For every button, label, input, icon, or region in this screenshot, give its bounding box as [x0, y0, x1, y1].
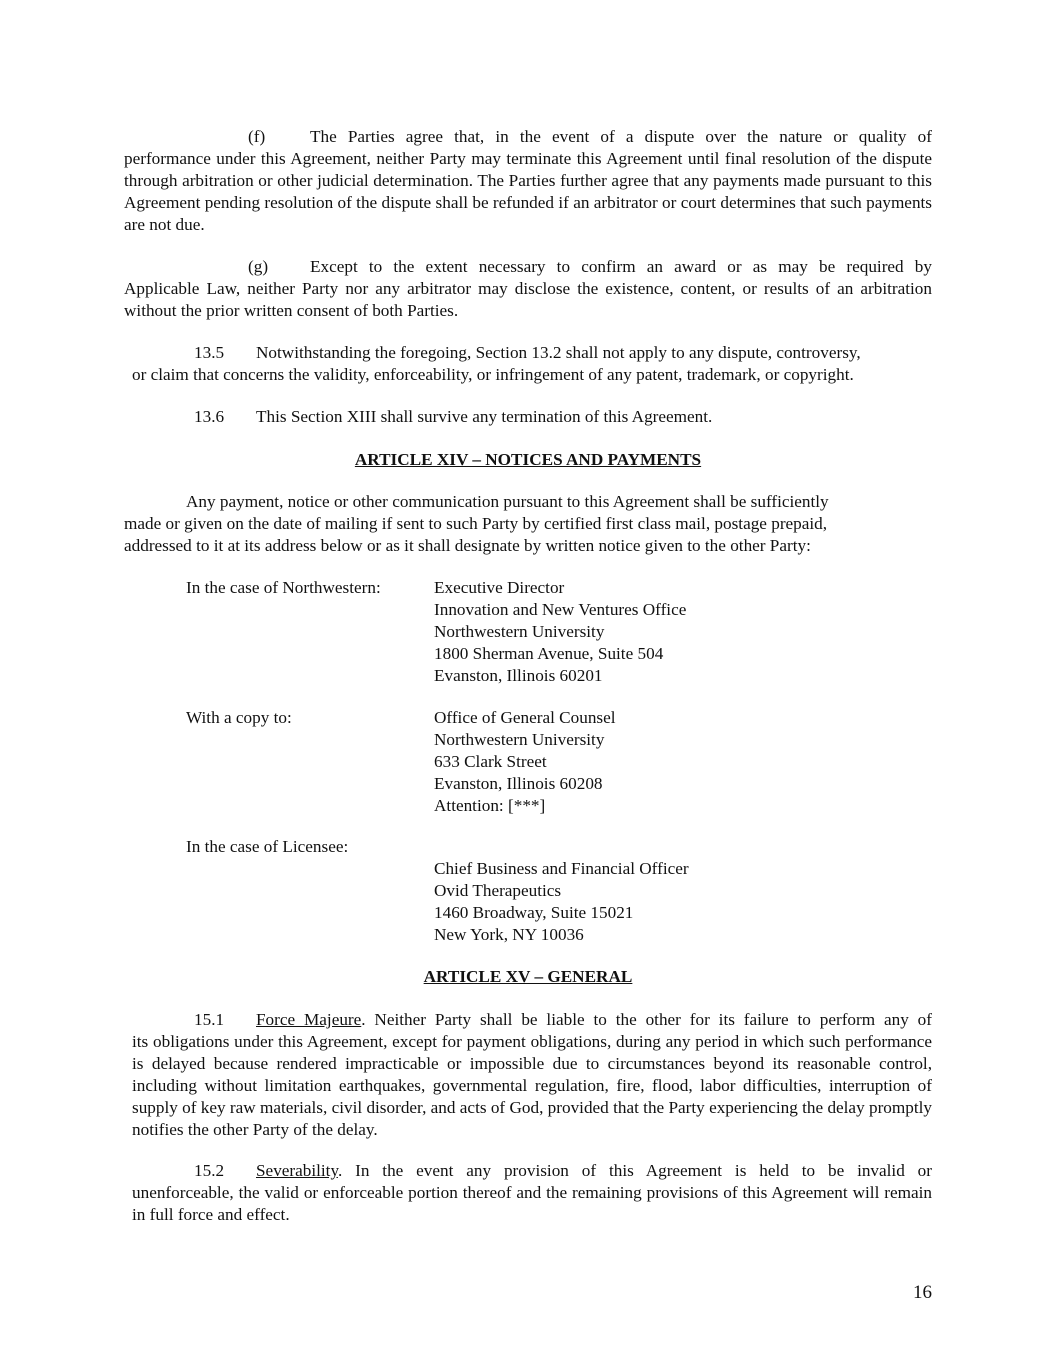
copy-to-address: [434, 707, 616, 817]
address-line: Evanston, Illinois 60208: [434, 774, 603, 793]
section-title: Force Majeure: [256, 1010, 362, 1029]
clause-body: Applicable Law, neither Party nor any arbitrator may disclose the existence, content, or results of an arbitration without the prior written consent of both Parties.: [124, 279, 932, 320]
section-number: 15.1: [194, 1010, 225, 1029]
address-line: New York, NY 10036: [434, 925, 584, 944]
section-13-5: [132, 342, 932, 386]
paragraph-13-4-f: [124, 126, 932, 236]
section-15-1: [132, 1009, 932, 1141]
paragraph-13-4-g: [124, 256, 932, 322]
address-line: Ovid Therapeutics: [434, 881, 562, 900]
address-line: Chief Business and Financial Officer: [434, 859, 689, 878]
licensee-address: [434, 858, 689, 946]
address-line: Northwestern University: [434, 622, 605, 641]
clause-first-line: The Parties agree that, in the event of a dispute over the nature or quality of: [310, 127, 932, 146]
section-number: 13.5: [194, 343, 225, 362]
section-number: 13.6: [194, 407, 225, 426]
section-body: its obligations under this Agreement, except for payment obligations, during any period in which such performance is delayed because rendered impracticable or impossible due to circumstances beyond its reasonable control, including without limitation earthquakes, governmental regulation, fire, flood, labor difficulties, interruption of supply of key raw materials, civil disorder, and acts of God, provided that the Party experiencing the delay promptly notifies the other Party of the delay.: [132, 1032, 932, 1139]
section-text: This Section XIII shall survive any termination of this Agreement.: [256, 407, 713, 426]
section-first-line: . In the event any provision of this Agreement is held to be invalid or: [337, 1161, 932, 1180]
section-second-line: or claim that concerns the validity, enforceability, or infringement of any patent, trademark, or copyright.: [132, 365, 854, 384]
intro-line: made or given on the date of mailing if sent to such Party by certified first class mail, postage prepaid,: [124, 514, 828, 533]
section-body: unenforceable, the valid or enforceable portion thereof and the remaining provisions of this Agreement will remain in full force and effect.: [132, 1183, 932, 1224]
section-first-line: Notwithstanding the foregoing, Section 13.2 shall not apply to any dispute, controversy,: [256, 343, 861, 362]
section-first-line: . Neither Party shall be liable to the other for its failure to perform any of: [361, 1010, 932, 1029]
address-line: Evanston, Illinois 60201: [434, 666, 603, 685]
licensee-label: In the case of Licensee:: [186, 837, 349, 856]
section-number: 15.2: [194, 1161, 225, 1180]
clause-body: performance under this Agreement, neither Party may terminate this Agreement until final resolution of the dispute through arbitration or other judicial determination. The Parties further agree that any payments made pursuant to this Agreement pending resolution of the dispute shall be refunded if an arbitrator or court determines that such payments are not due.: [124, 149, 932, 234]
address-line: 1800 Sherman Avenue, Suite 504: [434, 644, 664, 663]
address-line: Northwestern University: [434, 730, 605, 749]
northwestern-label: In the case of Northwestern:: [186, 578, 381, 597]
clause-first-line: Except to the extent necessary to confirm an award or as may be required by: [310, 257, 932, 276]
section-15-2: [132, 1160, 932, 1226]
address-line: Attention: [***]: [434, 796, 546, 815]
clause-marker: (f): [248, 127, 266, 146]
intro-line: addressed to it at its address below or as it shall designate by written notice given to the other Party:: [124, 536, 811, 555]
article-14-intro: [124, 491, 934, 557]
article-14-heading: ARTICLE XIV – NOTICES AND PAYMENTS: [354, 450, 702, 469]
address-line: Executive Director: [434, 578, 565, 597]
northwestern-address: [434, 577, 686, 687]
section-13-6: [194, 406, 934, 428]
page-number: 16: [913, 1282, 932, 1303]
address-line: 1460 Broadway, Suite 15021: [434, 903, 634, 922]
address-line: Innovation and New Ventures Office: [434, 600, 687, 619]
section-title: Severability: [256, 1161, 338, 1180]
address-line: Office of General Counsel: [434, 708, 616, 727]
clause-marker: (g): [248, 257, 269, 276]
article-15-heading: ARTICLE XV – GENERAL: [423, 967, 633, 986]
copy-to-label: With a copy to:: [186, 708, 292, 727]
address-line: 633 Clark Street: [434, 752, 547, 771]
intro-line: Any payment, notice or other communication pursuant to this Agreement shall be sufficiently: [186, 492, 829, 511]
